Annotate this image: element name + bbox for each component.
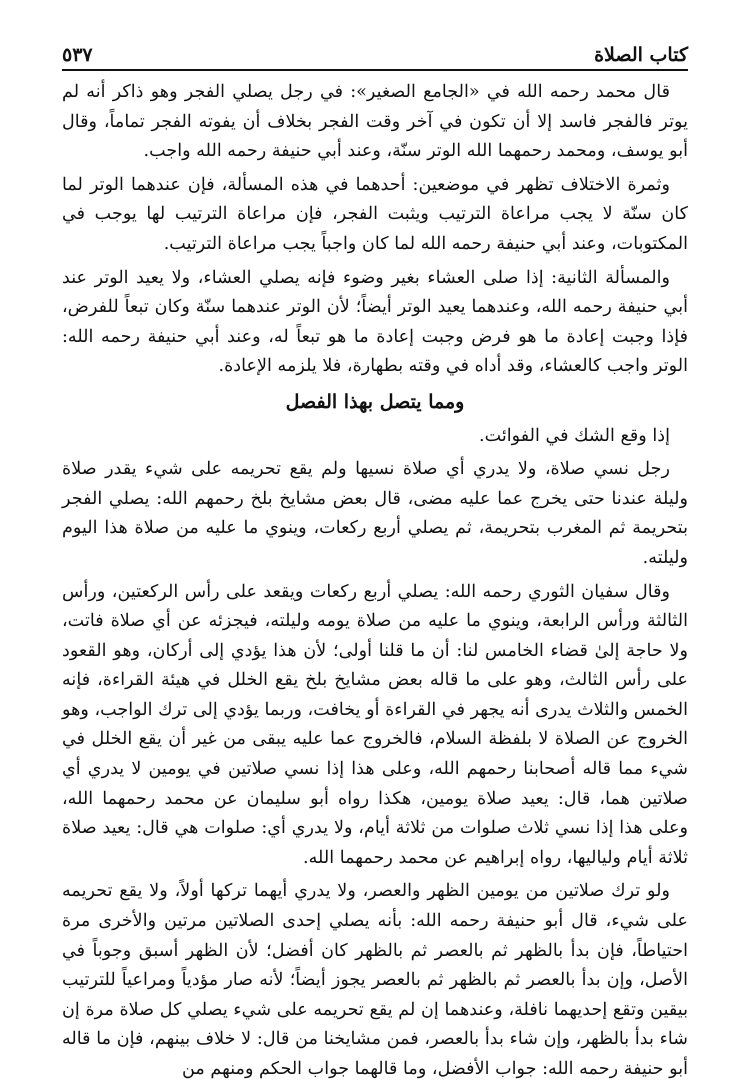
paragraph: وقال سفيان الثوري رحمه الله: يصلي أربع ركعات ويقعد على رأس الركعتين، ورأس الثالثة ورأس الرابعة، وينوي ما عليه من صلاة يومه وليلته، فيجزئه عن أي صلاة فاتت، ولا حاجة إلىٰ قضاء الخامس لنا: أن ما قلنا أولى؛ لأن هذا يؤدي إلى أركان، وهو القعود على رأس الثالث، وهو على ما قاله بعض مشايخ بلخ يقع الخلل في هيئة القراءة، فإنه الخمس والثلاث يدرى أنه يجهر في القراءة أو يخافت، وربما يؤدي إلى ترك الواجب، وهو الخروج عن الصلاة لا بلفظة السلام، فالخروج عما عليه يبقى من غير أن يقع الخلل في شيء مما قاله أصحابنا رحمهم الله، وعلى هذا إذا نسي صلاتين في يومين لا يدري أي صلاتين هما، قال: يعيد صلاة يومين، هكذا رواه أبو سليمان عن محمد رحمهما الله، وعلى هذا إذا نسي ثلاث صلوات من ثلاثة أيام، ولا يدري أي: صلوات هي قال: يعيد صلاة ثلاثة أيام ولياليها، رواه إبراهيم عن محمد رحمهما الله.: [62, 581, 688, 868]
paragraph: والمسألة الثانية: إذا صلى العشاء بغير وضوء فإنه يصلي العشاء، ولا يعيد الوتر عند أبي حنيفة رحمه الله، وعندهما يعيد الوتر أيضاً؛ لأن الوتر عندهما سنّة وكان تبعاً للفرض، فإذا وجبت إعادة ما هو فرض وجبت إعادة ما هو تبعاً له، وعند أبي حنيفة رحمه الله: الوتر واجب كالعشاء، وقد أداه في وقته بطهارة، فلا يلزمه الإعادة.: [62, 267, 688, 377]
paragraph: ولو ترك صلاتين من يومين الظهر والعصر، ولا يدري أيهما تركها أولاً، ولا يقع تحريمه على شيء، قال أبو حنيفة رحمه الله: بأنه يصلي إحدى الصلاتين مرتين والأخرى مرة احتياطاً، فإن بدأ بالظهر ثم بالعصر ثم بالظهر كان أفضل؛ لأن الظهر أسبق وجوباً في الأصل، وإن بدأ بالعصر ثم بالظهر ثم بالعصر يجوز أيضاً؛ لأنه صار مؤدياً ومراعياً للترتيب بيقين وتقع إحديهما نافلة، وعندهما إن لم يقع تحريمه على شيء يصلي كل صلاة مرة إن شاء بدأ بالظهر، وإن شاء بدأ بالعصر، فمن مشايخنا من قال: لا خلاف بينهم، فإن ما قاله أبو حنيفة رحمه الله: جواب الأفضل، وما قالهما جواب الحكم ومنهم من: [62, 881, 688, 1079]
paragraph: إذا وقع الشك في الفوائت.: [479, 425, 670, 446]
paragraph: رجل نسي صلاة، ولا يدري أي صلاة نسيها ولم يقع تحريمه على شيء يقدر صلاة وليلة عندنا حتى يخرج عما عليه مضى، قال بعض مشايخ بلخ رحمهم الله: يصلي الفجر بتحريمة ثم المغرب بتحريمة، ثم يصلي أربع ركعات، وينوي ما عليه من صلاة هذا اليوم وليلته.: [62, 459, 688, 568]
page-number: ٥٣٧: [62, 44, 93, 66]
section-heading: ومما يتصل بهذا الفصل: [285, 390, 465, 413]
body-text: [62, 78, 688, 1089]
paragraph: قال محمد رحمه الله في «الجامع الصغير»: في رجل يصلي الفجر وهو ذاكر أنه لم يوتر فالفجر فاسد إلا أن تكون في آخر وقت الفجر بخلاف أن يفوته الفجر تماماً، وقال أبو يوسف، ومحمد رحمهما الله الوتر سنّة، وعند أبي حنيفة رحمه الله واجب.: [62, 82, 688, 162]
header-rule: [62, 69, 688, 71]
book-title: كتاب الصلاة: [594, 44, 688, 66]
paragraph: وثمرة الاختلاف تظهر في موضعين: أحدهما في هذه المسألة، فإن عندهما الوتر لما كان سنّة لا يجب مراعاة الترتيب ويثبت الفجر، فإن مراعاة الترتيب لها يوجب في المكتوبات، وعند أبي حنيفة رحمه الله لما كان واجباً يجب مراعاة الترتيب.: [62, 174, 688, 254]
running-head: [62, 38, 688, 66]
